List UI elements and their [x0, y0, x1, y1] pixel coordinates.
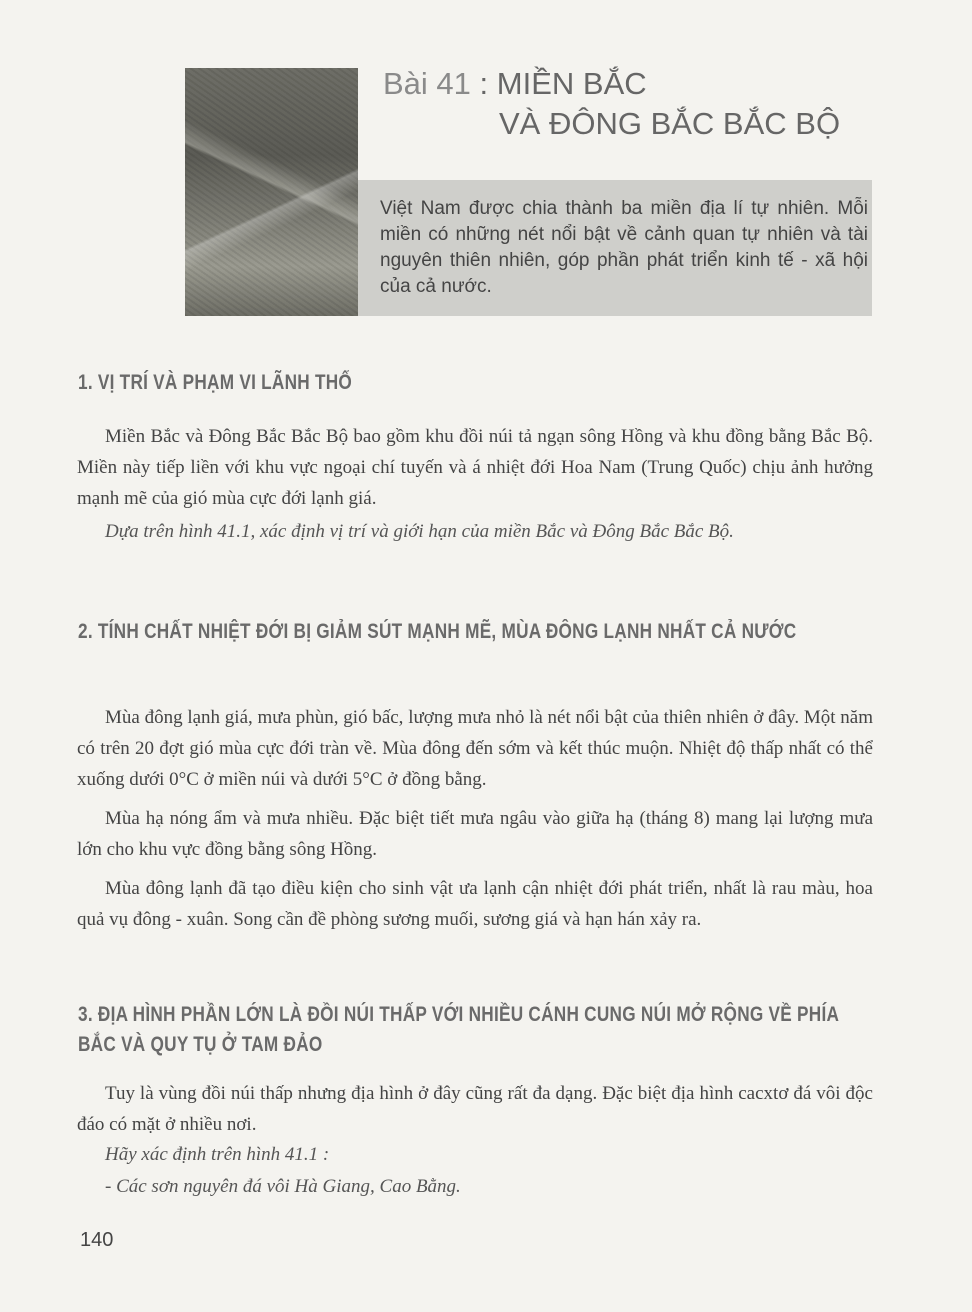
section-3-paragraph-1: Tuy là vùng đồi núi thấp nhưng địa hình ở đây cũng rất đa dạng. Đặc biệt địa hình cacxtơ đá vôi độc đáo có mặt ở nhiều nơi.	[77, 1083, 873, 1135]
section-3-question: Hãy xác định trên hình 41.1 :	[105, 1144, 330, 1165]
intro-box	[358, 180, 872, 316]
lesson-title-line1: MIỀN BẮC	[496, 66, 647, 101]
lesson-photo	[185, 68, 358, 316]
intro-text: Việt Nam được chia thành ba miền địa lí tự nhiên. Mỗi miền có những nét nổi bật về cảnh quan tự nhiên và tài nguyên thiên nhiên, góp phần phát triển kinh tế - xã hội của cả nước.	[380, 198, 868, 297]
section-1-paragraph-1: Miền Bắc và Đông Bắc Bắc Bộ bao gồm khu đồi núi tả ngạn sông Hồng và khu đồng bằng Bắc Bộ. Miền này tiếp liền với khu vực ngoại chí tuyến và á nhiệt đới Hoa Nam (Trung Quốc) chịu ảnh hưởng mạnh mẽ của gió mùa cực đới lạnh giá.	[77, 426, 873, 509]
lesson-title	[383, 64, 840, 144]
section-1-question: Dựa trên hình 41.1, xác định vị trí và giới hạn của miền Bắc và Đông Bắc Bắc Bộ.	[105, 521, 734, 542]
section-3-question-item: - Các sơn nguyên đá vôi Hà Giang, Cao Bằng.	[105, 1176, 461, 1197]
page-number: 140	[80, 1229, 114, 1251]
lesson-title-line2: VÀ ĐÔNG BẮC BẮC BỘ	[499, 106, 841, 141]
section-1-heading: 1. VỊ TRÍ VÀ PHẠM VI LÃNH THỔ	[78, 371, 353, 394]
section-2-paragraph-2: Mùa hạ nóng ẩm và mưa nhiều. Đặc biệt tiết mưa ngâu vào giữa hạ (tháng 8) mang lại lượng mưa lớn cho khu vực đồng bằng sông Hồng.	[77, 808, 873, 860]
section-2-paragraph-1: Mùa đông lạnh giá, mưa phùn, gió bấc, lượng mưa nhỏ là nét nổi bật của thiên nhiên ở đây. Một năm có trên 20 đợt gió mùa cực đới tràn về. Mùa đông đến sớm và kết thúc muộn. Nhiệt độ thấp nhất có thể xuống dưới 0°C ở miền núi và dưới 5°C ở đồng bằng.	[77, 707, 873, 790]
section-2-paragraph-3: Mùa đông lạnh đã tạo điều kiện cho sinh vật ưa lạnh cận nhiệt đới phát triển, nhất là rau màu, hoa quả vụ đông - xuân. Song cần đề phòng sương muối, sương giá và hạn hán xảy ra.	[77, 878, 873, 930]
section-2-heading: 2. TÍNH CHẤT NHIỆT ĐỚI BỊ GIẢM SÚT MẠNH MẼ, MÙA ĐÔNG LẠNH NHẤT CẢ NƯỚC	[78, 620, 797, 643]
lesson-label: Bài 41	[383, 66, 471, 101]
lesson-separator: :	[479, 66, 489, 101]
section-3-heading: 3. ĐỊA HÌNH PHẦN LỚN LÀ ĐỒI NÚI THẤP VỚI NHIỀU CÁNH CUNG NÚI MỞ RỘNG VỀ PHÍA BẮC VÀ QUY TỤ Ở TAM ĐẢO	[78, 1003, 839, 1056]
